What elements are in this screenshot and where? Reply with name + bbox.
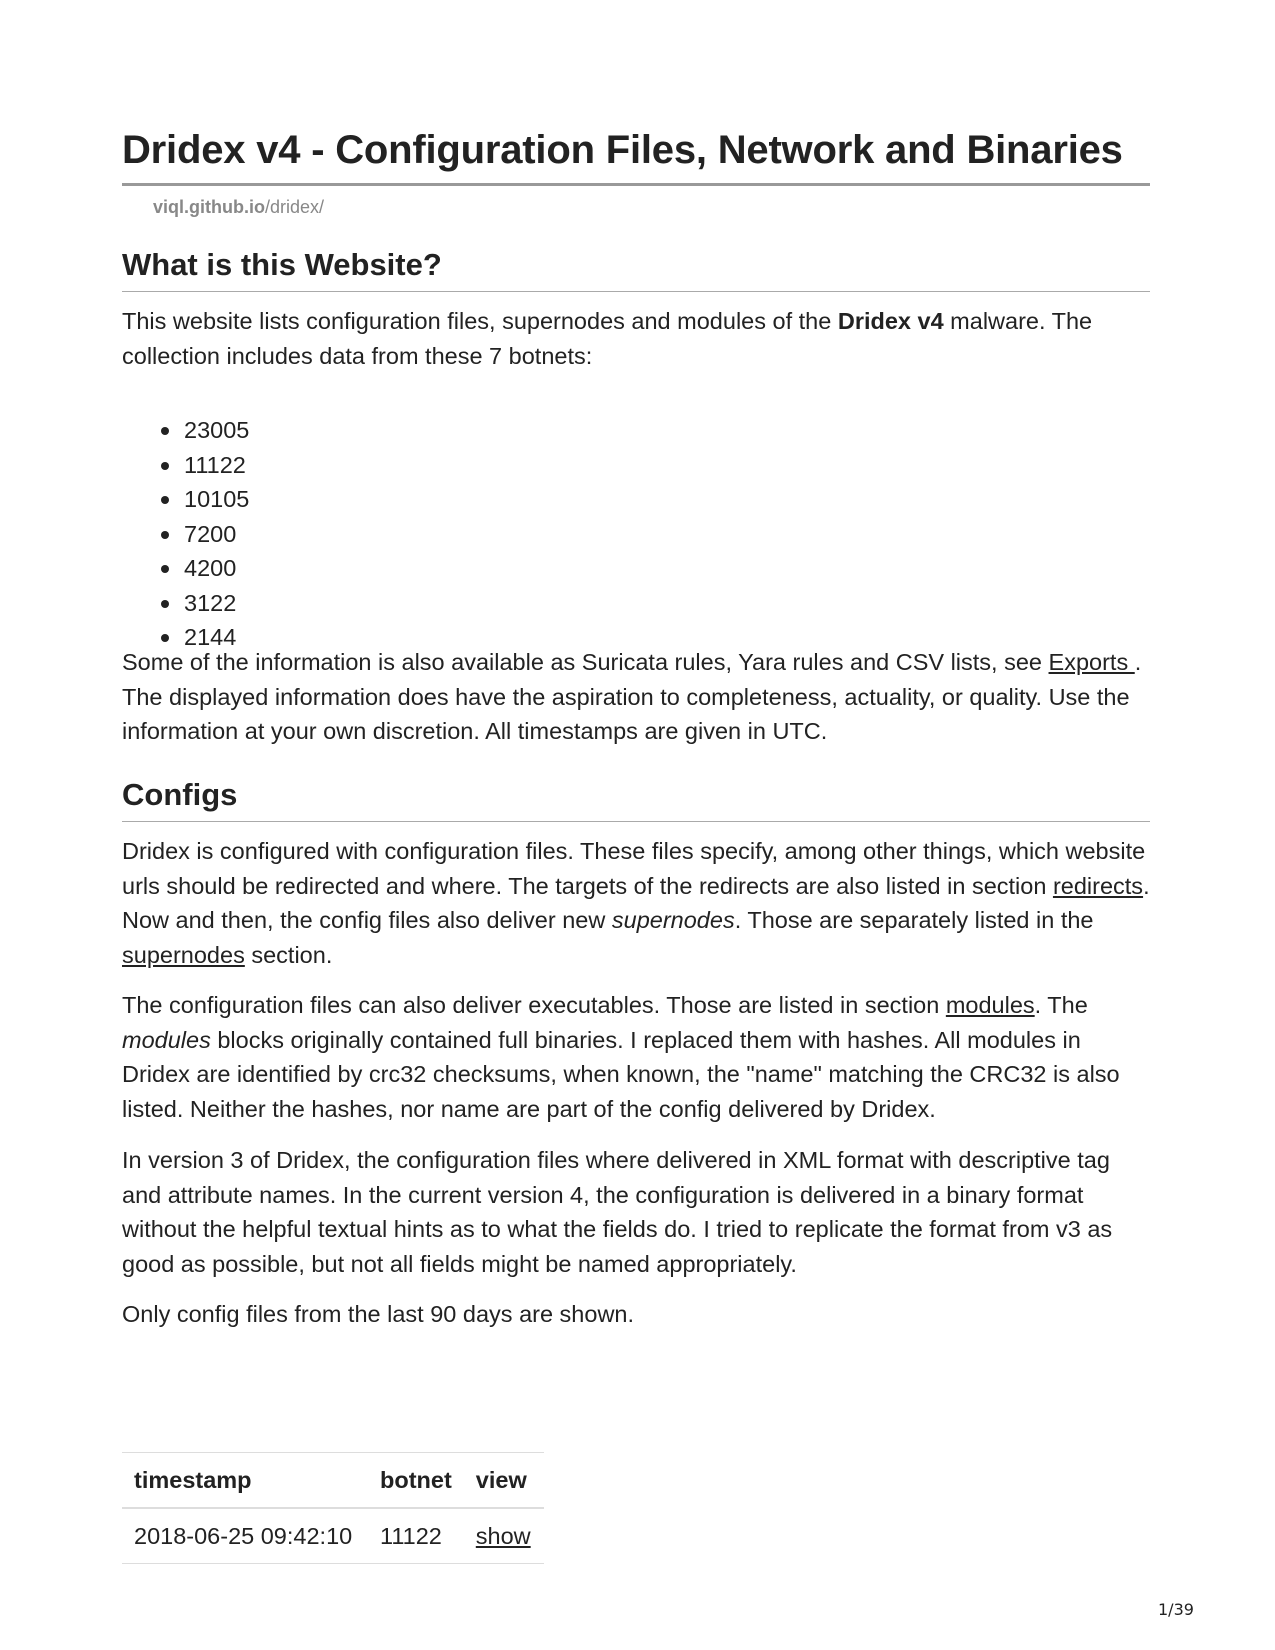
bullet-icon xyxy=(161,462,169,470)
section-divider-configs xyxy=(122,821,1150,822)
supernodes-emphasis: supernodes xyxy=(611,907,735,933)
configs-text-b: . Now and then, the config files also deliver new xyxy=(122,872,1150,933)
configs-text-c: . Those are separately listed in the xyxy=(734,907,1094,933)
column-header-timestamp: timestamp xyxy=(122,1453,368,1509)
source-path: /dridex/ xyxy=(264,197,325,217)
source-url[interactable] xyxy=(153,197,324,218)
bullet-icon xyxy=(161,565,169,573)
intro-paragraph xyxy=(122,304,1150,373)
configs-text-d: section. xyxy=(244,941,333,968)
modules-link[interactable]: modules xyxy=(945,992,1035,1018)
configs-text-a: Dridex is configured with configuration files. These files specify, among other things, which website urls should be redirected and where. The targets of the redirects are also listed in section xyxy=(122,838,1146,899)
modules-emphasis: modules xyxy=(122,1026,211,1053)
redirects-link[interactable]: redirects xyxy=(1052,872,1144,899)
botnet-id: 7200 xyxy=(184,520,237,547)
botnet-id: 11122 xyxy=(184,451,246,478)
botnet-id: 10105 xyxy=(184,486,250,512)
column-header-view: view xyxy=(464,1453,544,1509)
intro-text-b: malware. The collection includes data from these 7 botnets: xyxy=(122,308,1093,369)
column-header-botnet: botnet xyxy=(368,1453,464,1509)
bullet-icon xyxy=(161,427,169,435)
exports-link[interactable]: Exports xyxy=(1048,649,1135,675)
list-item xyxy=(184,551,249,586)
botnet-id: 2144 xyxy=(184,624,237,650)
source-host: viql.github.io xyxy=(153,197,265,217)
bullet-icon xyxy=(161,634,169,642)
cell-timestamp: 2018-06-25 09:42:10 xyxy=(122,1508,368,1564)
bullet-icon xyxy=(161,600,169,608)
botnet-id: 3122 xyxy=(184,589,237,616)
modules-text-a: The configuration files can also deliver executables. Those are listed in section xyxy=(122,992,946,1018)
table-header-row xyxy=(122,1453,544,1509)
list-item xyxy=(184,448,249,483)
configs-table xyxy=(122,1452,544,1564)
list-item xyxy=(184,482,249,517)
botnet-list xyxy=(122,413,249,655)
configs-paragraph-4: Only config files from the last 90 days are shown. xyxy=(122,1301,635,1327)
exports-text-a: Some of the information is also available as Suricata rules, Yara rules and CSV lists, see xyxy=(122,649,1049,675)
section-divider-website xyxy=(122,291,1150,292)
cell-botnet: 11122 xyxy=(368,1508,464,1564)
bullet-icon xyxy=(161,496,169,504)
exports-paragraph xyxy=(122,645,1150,749)
list-item xyxy=(184,413,249,448)
list-item xyxy=(184,586,249,621)
title-divider xyxy=(122,183,1150,186)
list-item xyxy=(184,517,249,552)
botnet-id: 23005 xyxy=(184,417,250,443)
configs-paragraph-2 xyxy=(122,988,1150,1126)
section-heading-configs: Configs xyxy=(122,777,238,812)
supernodes-link[interactable]: supernodes xyxy=(122,941,245,968)
configs-paragraph-3: In version 3 of Dridex, the configuration files where delivered in XML format with descriptive tag and attribute names. In the current version 4, the configuration is delivered in a binary format without the helpful textual hints as to what the fields do. I tried to replicate the format from v3 as good as possible, but not all fields might be named appropriately. xyxy=(122,1147,1113,1277)
page-number: 1/39 xyxy=(1158,1600,1194,1619)
exports-text-b: . The displayed information does have the aspiration to completeness, actuality, or quality. Use the information at your own discretion. All timestamps are given in UTC. xyxy=(122,649,1142,744)
page-title: Dridex v4 - Configuration Files, Network and Binaries xyxy=(122,128,1123,172)
bullet-icon xyxy=(161,531,169,539)
table-row xyxy=(122,1508,544,1564)
configs-paragraph-1 xyxy=(122,834,1150,972)
show-link[interactable]: show xyxy=(475,1522,531,1549)
modules-text-b: . The xyxy=(1034,992,1088,1018)
botnet-id: 4200 xyxy=(184,555,237,581)
intro-bold-dridex: Dridex v4 xyxy=(837,308,944,334)
intro-text-a: This website lists configuration files, supernodes and modules of the xyxy=(122,308,838,334)
modules-text-c: blocks originally contained full binaries. I replaced them with hashes. All modules in Dridex are identified by crc32 checksums, when known, the "name" matching the CRC32 is also listed. Neither the hashes, nor name are part of the config delivered by Dridex. xyxy=(122,1026,1120,1122)
section-heading-website: What is this Website? xyxy=(122,247,442,282)
cell-view xyxy=(464,1508,544,1564)
